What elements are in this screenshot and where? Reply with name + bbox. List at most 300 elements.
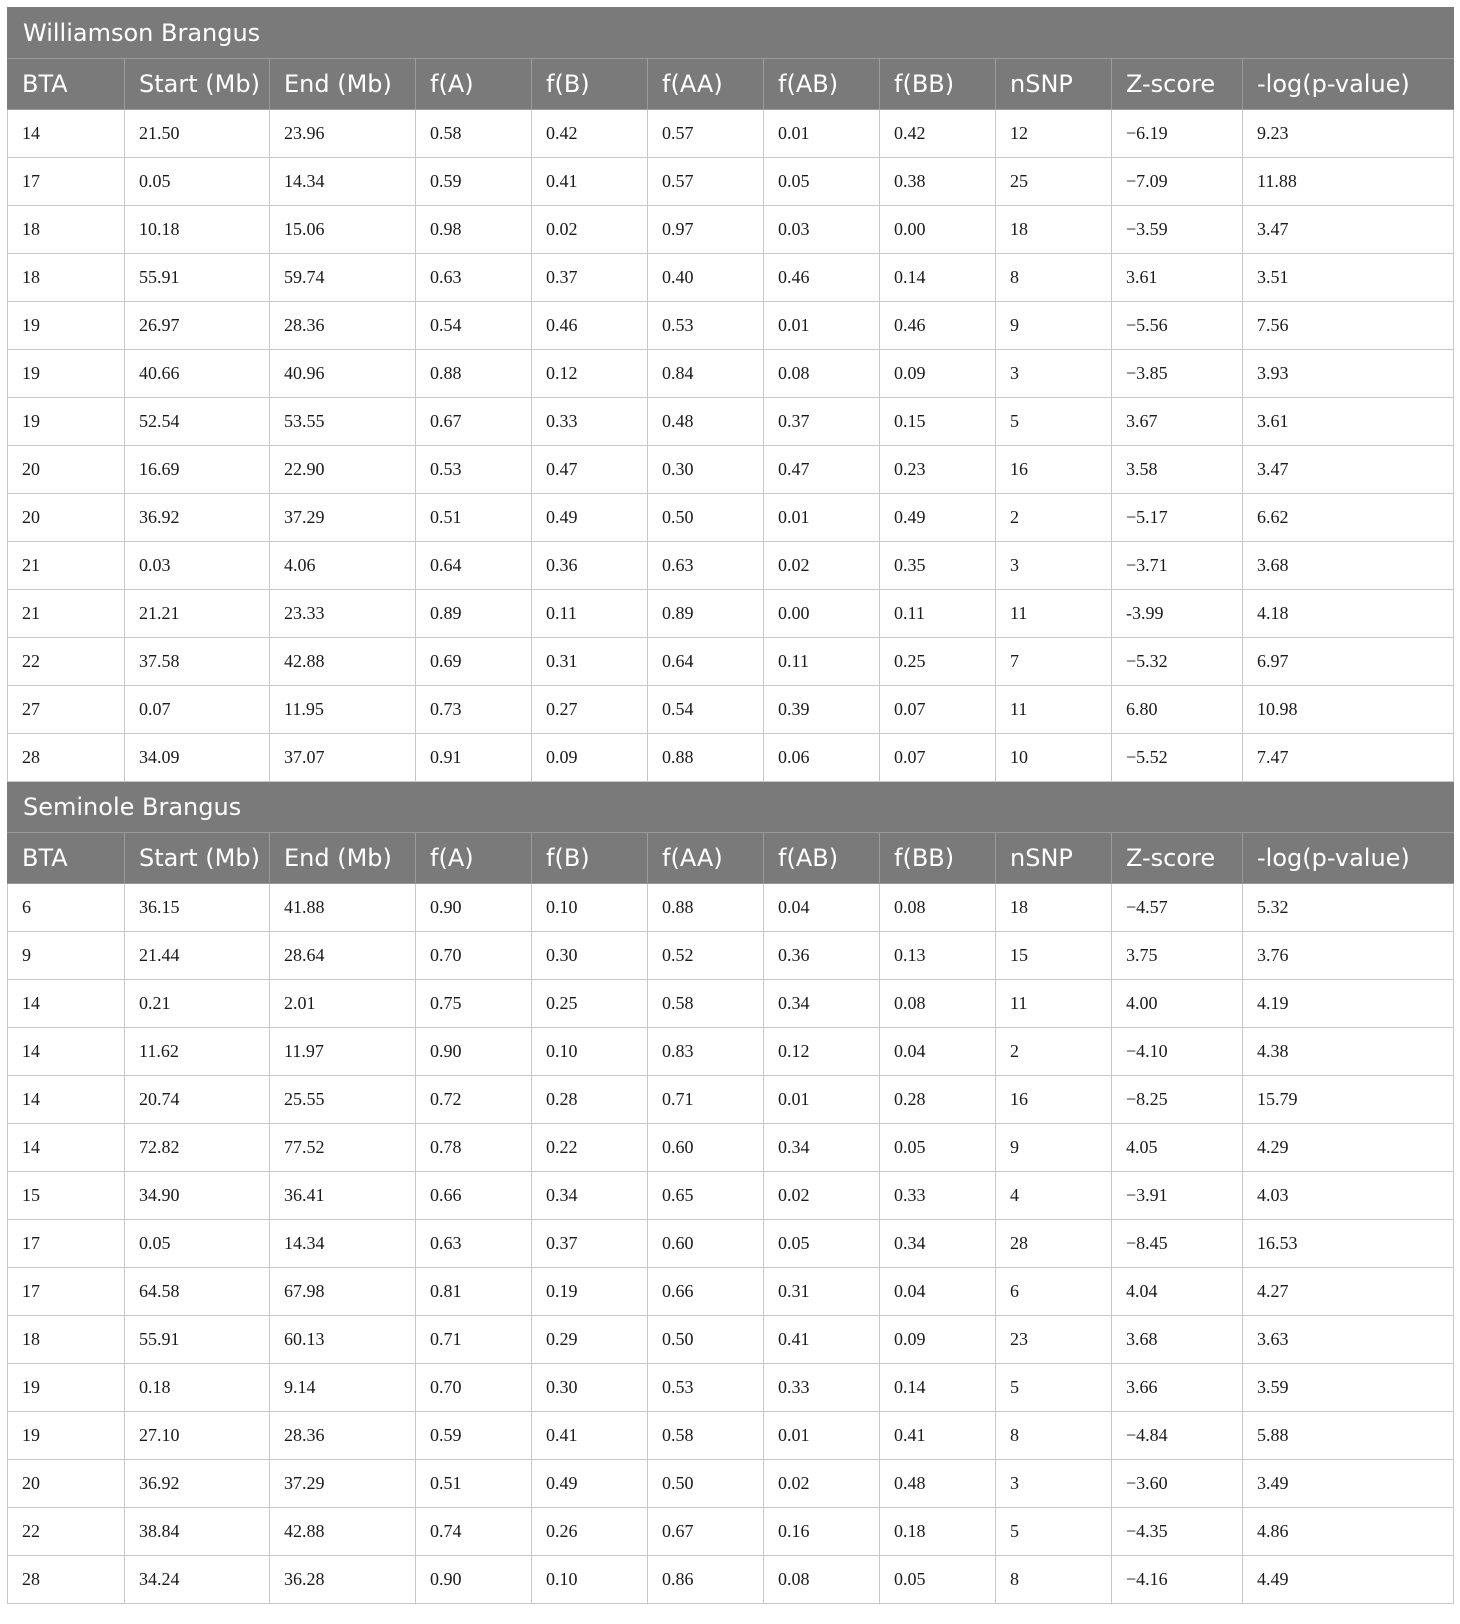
section-title: Seminole Brangus [8, 782, 1454, 833]
table-cell: 11.88 [1243, 158, 1454, 206]
table-cell: 0.02 [764, 542, 880, 590]
table-cell: 0.03 [125, 542, 270, 590]
table-cell: 5 [996, 398, 1112, 446]
table-cell: 0.41 [764, 1316, 880, 1364]
table-cell: 0.28 [532, 1076, 648, 1124]
table-cell: 0.88 [648, 884, 764, 932]
table-cell: 0.11 [764, 638, 880, 686]
table-cell: 0.07 [880, 686, 996, 734]
table-cell: 72.82 [125, 1124, 270, 1172]
table-cell: 20 [8, 1460, 125, 1508]
table-cell: 3.58 [1112, 446, 1243, 494]
table-cell: 0.28 [880, 1076, 996, 1124]
table-cell: 28 [8, 1556, 125, 1604]
table-cell: 0.10 [532, 884, 648, 932]
table-cell: 0.40 [648, 254, 764, 302]
table-cell: 9.14 [270, 1364, 416, 1412]
table-cell: 0.09 [880, 350, 996, 398]
table-cell: 19 [8, 302, 125, 350]
table-body [8, 8, 1454, 1604]
table-cell: 0.00 [880, 206, 996, 254]
table-row [8, 1028, 1454, 1076]
table-cell: 16.53 [1243, 1220, 1454, 1268]
table-cell: 0.52 [648, 932, 764, 980]
table-row [8, 542, 1454, 590]
table-cell: 0.05 [125, 158, 270, 206]
column-header: End (Mb) [270, 833, 416, 884]
table-row [8, 590, 1454, 638]
column-header: f(AB) [764, 59, 880, 110]
table-cell: 14 [8, 980, 125, 1028]
table-cell: 3.93 [1243, 350, 1454, 398]
table-cell: 6 [996, 1268, 1112, 1316]
table-cell: 23.33 [270, 590, 416, 638]
table-row [8, 1508, 1454, 1556]
table-cell: −3.91 [1112, 1172, 1243, 1220]
table-cell: 0.25 [532, 980, 648, 1028]
table-cell: 0.90 [416, 1028, 532, 1076]
table-cell: 22.90 [270, 446, 416, 494]
table-cell: 3 [996, 350, 1112, 398]
table-cell: 41.88 [270, 884, 416, 932]
column-header: f(BB) [880, 59, 996, 110]
column-header: f(B) [532, 833, 648, 884]
column-header: Z-score [1112, 833, 1243, 884]
table-cell: 37.07 [270, 734, 416, 782]
table-row [8, 884, 1454, 932]
table-cell: 0.14 [880, 1364, 996, 1412]
table-row [8, 1460, 1454, 1508]
table-cell: 42.88 [270, 1508, 416, 1556]
table-cell: 0.69 [416, 638, 532, 686]
table-cell: 0.13 [880, 932, 996, 980]
table-row [8, 1556, 1454, 1604]
table-cell: 0.48 [648, 398, 764, 446]
table-cell: 0.30 [532, 932, 648, 980]
table-cell: 0.18 [880, 1508, 996, 1556]
table-cell: 0.07 [125, 686, 270, 734]
table-row [8, 980, 1454, 1028]
table-cell: −8.45 [1112, 1220, 1243, 1268]
table-cell: 25 [996, 158, 1112, 206]
table-cell: 0.03 [764, 206, 880, 254]
table-cell: 2.01 [270, 980, 416, 1028]
table-cell: 15.06 [270, 206, 416, 254]
table-cell: 0.59 [416, 1412, 532, 1460]
column-header: f(AB) [764, 833, 880, 884]
table-cell: 0.05 [125, 1220, 270, 1268]
table-row [8, 254, 1454, 302]
table-cell: 0.51 [416, 1460, 532, 1508]
table-cell: −5.32 [1112, 638, 1243, 686]
table-cell: 0.26 [532, 1508, 648, 1556]
table-cell: 0.70 [416, 1364, 532, 1412]
table-cell: −6.19 [1112, 110, 1243, 158]
table-cell: 0.12 [764, 1028, 880, 1076]
table-cell: 0.88 [648, 734, 764, 782]
table-cell: −3.71 [1112, 542, 1243, 590]
table-cell: 60.13 [270, 1316, 416, 1364]
table-cell: 0.42 [880, 110, 996, 158]
table-cell: 36.41 [270, 1172, 416, 1220]
table-cell: 3.68 [1112, 1316, 1243, 1364]
table-cell: 4.29 [1243, 1124, 1454, 1172]
table-cell: 36.92 [125, 494, 270, 542]
table-cell: 36.28 [270, 1556, 416, 1604]
table-cell: 0.02 [764, 1172, 880, 1220]
table-cell: 0.30 [532, 1364, 648, 1412]
table-cell: 0.86 [648, 1556, 764, 1604]
table-cell: 0.10 [532, 1556, 648, 1604]
table-cell: 9 [996, 302, 1112, 350]
table-cell: 0.46 [532, 302, 648, 350]
table-cell: 0.36 [532, 542, 648, 590]
table-cell: 0.64 [416, 542, 532, 590]
table-cell: 37.29 [270, 1460, 416, 1508]
column-header: f(AA) [648, 59, 764, 110]
table-cell: 0.47 [532, 446, 648, 494]
table-cell: 4.04 [1112, 1268, 1243, 1316]
table-cell: 0.41 [532, 1412, 648, 1460]
table-cell: 4.19 [1243, 980, 1454, 1028]
table-cell: 4 [996, 1172, 1112, 1220]
table-cell: 7 [996, 638, 1112, 686]
table-cell: 34.24 [125, 1556, 270, 1604]
selection-signatures-table [7, 7, 1454, 1604]
table-cell: 4.00 [1112, 980, 1243, 1028]
table-cell: 27.10 [125, 1412, 270, 1460]
table-cell: 0.21 [125, 980, 270, 1028]
table-cell: −4.16 [1112, 1556, 1243, 1604]
table-cell: 52.54 [125, 398, 270, 446]
table-cell: −4.84 [1112, 1412, 1243, 1460]
table-cell: 21.21 [125, 590, 270, 638]
table-cell: 19 [8, 350, 125, 398]
table-cell: 0.42 [532, 110, 648, 158]
table-cell: 0.90 [416, 1556, 532, 1604]
table-cell: 4.18 [1243, 590, 1454, 638]
table-cell: 4.86 [1243, 1508, 1454, 1556]
table-cell: 0.67 [416, 398, 532, 446]
table-cell: 0.58 [648, 1412, 764, 1460]
table-cell: 3.63 [1243, 1316, 1454, 1364]
table-cell: 0.59 [416, 158, 532, 206]
table-cell: 3.47 [1243, 206, 1454, 254]
table-cell: 2 [996, 1028, 1112, 1076]
table-cell: 0.89 [416, 590, 532, 638]
table-cell: −4.10 [1112, 1028, 1243, 1076]
table-cell: 0.88 [416, 350, 532, 398]
table-cell: 0.34 [880, 1220, 996, 1268]
table-cell: −4.35 [1112, 1508, 1243, 1556]
table-cell: 0.65 [648, 1172, 764, 1220]
table-cell: 3 [996, 1460, 1112, 1508]
table-cell: 36.92 [125, 1460, 270, 1508]
table-cell: 0.11 [532, 590, 648, 638]
table-cell: 17 [8, 158, 125, 206]
table-cell: 14 [8, 1124, 125, 1172]
table-cell: 0.57 [648, 158, 764, 206]
table-cell: 14.34 [270, 158, 416, 206]
table-cell: 2 [996, 494, 1112, 542]
table-cell: 0.89 [648, 590, 764, 638]
table-cell: 0.60 [648, 1124, 764, 1172]
table-row [8, 1124, 1454, 1172]
table-cell: 3.68 [1243, 542, 1454, 590]
table-cell: 25.55 [270, 1076, 416, 1124]
table-cell: 55.91 [125, 254, 270, 302]
table-cell: 8 [996, 1556, 1112, 1604]
table-cell: 18 [8, 206, 125, 254]
column-header: f(AA) [648, 833, 764, 884]
table-cell: 0.35 [880, 542, 996, 590]
table-cell: 0.58 [648, 980, 764, 1028]
table-cell: 0.70 [416, 932, 532, 980]
table-row [8, 350, 1454, 398]
table-cell: 26.97 [125, 302, 270, 350]
table-cell: 0.08 [764, 350, 880, 398]
table-cell: 0.37 [532, 1220, 648, 1268]
table-cell: 3.47 [1243, 446, 1454, 494]
table-cell: 16 [996, 1076, 1112, 1124]
table-cell: 36.15 [125, 884, 270, 932]
column-header-row [8, 833, 1454, 884]
table-cell: 0.22 [532, 1124, 648, 1172]
column-header: f(B) [532, 59, 648, 110]
table-cell: 4.38 [1243, 1028, 1454, 1076]
table-cell: 0.25 [880, 638, 996, 686]
table-cell: 22 [8, 1508, 125, 1556]
table-cell: 20 [8, 494, 125, 542]
table-cell: 0.54 [648, 686, 764, 734]
table-cell: −4.57 [1112, 884, 1243, 932]
table-cell: 0.63 [648, 542, 764, 590]
table-cell: 16 [996, 446, 1112, 494]
table-cell: 34.09 [125, 734, 270, 782]
table-cell: 4.49 [1243, 1556, 1454, 1604]
table-cell: 0.33 [532, 398, 648, 446]
table-cell: 9.23 [1243, 110, 1454, 158]
table-cell: −5.56 [1112, 302, 1243, 350]
table-cell: 0.49 [532, 1460, 648, 1508]
table-cell: 3.61 [1243, 398, 1454, 446]
table-cell: -3.99 [1112, 590, 1243, 638]
table-cell: 0.71 [416, 1316, 532, 1364]
table-cell: 6 [8, 884, 125, 932]
table-cell: 0.50 [648, 1316, 764, 1364]
table-cell: 0.10 [532, 1028, 648, 1076]
table-cell: 0.63 [416, 1220, 532, 1268]
table-cell: 0.05 [764, 1220, 880, 1268]
table-cell: 4.06 [270, 542, 416, 590]
table-cell: 0.14 [880, 254, 996, 302]
table-row [8, 494, 1454, 542]
table-cell: −5.17 [1112, 494, 1243, 542]
table-cell: 40.66 [125, 350, 270, 398]
table-row [8, 110, 1454, 158]
table-cell: 77.52 [270, 1124, 416, 1172]
table-cell: 0.39 [764, 686, 880, 734]
table-cell: 37.58 [125, 638, 270, 686]
table-cell: 0.34 [764, 980, 880, 1028]
table-cell: 0.84 [648, 350, 764, 398]
table-cell: 0.11 [880, 590, 996, 638]
table-cell: 23 [996, 1316, 1112, 1364]
table-cell: 0.73 [416, 686, 532, 734]
table-cell: 3.75 [1112, 932, 1243, 980]
table-cell: 0.91 [416, 734, 532, 782]
table-cell: 0.51 [416, 494, 532, 542]
column-header: Z-score [1112, 59, 1243, 110]
table-cell: 0.27 [532, 686, 648, 734]
table-cell: −3.85 [1112, 350, 1243, 398]
table-cell: 0.60 [648, 1220, 764, 1268]
table-row [8, 398, 1454, 446]
table-cell: 0.78 [416, 1124, 532, 1172]
table-row [8, 1268, 1454, 1316]
table-cell: 21 [8, 590, 125, 638]
table-cell: 11 [996, 980, 1112, 1028]
data-table-container [7, 7, 1453, 1604]
section-title-row [8, 782, 1454, 833]
table-cell: 17 [8, 1220, 125, 1268]
table-cell: 0.74 [416, 1508, 532, 1556]
table-cell: 28.36 [270, 1412, 416, 1460]
table-cell: 12 [996, 110, 1112, 158]
column-header: BTA [8, 833, 125, 884]
table-cell: 0.66 [648, 1268, 764, 1316]
table-cell: 0.05 [764, 158, 880, 206]
table-cell: 34.90 [125, 1172, 270, 1220]
table-cell: 37.29 [270, 494, 416, 542]
table-cell: 11.95 [270, 686, 416, 734]
table-cell: −8.25 [1112, 1076, 1243, 1124]
table-cell: 0.63 [416, 254, 532, 302]
table-cell: 0.36 [764, 932, 880, 980]
table-cell: 22 [8, 638, 125, 686]
table-cell: 0.38 [880, 158, 996, 206]
table-cell: 4.05 [1112, 1124, 1243, 1172]
column-header: Start (Mb) [125, 833, 270, 884]
table-cell: 0.58 [416, 110, 532, 158]
table-cell: 14.34 [270, 1220, 416, 1268]
column-header: Start (Mb) [125, 59, 270, 110]
table-cell: 0.53 [416, 446, 532, 494]
table-cell: 38.84 [125, 1508, 270, 1556]
table-cell: 15.79 [1243, 1076, 1454, 1124]
table-cell: 9 [996, 1124, 1112, 1172]
table-cell: 28.64 [270, 932, 416, 980]
table-cell: 0.01 [764, 1076, 880, 1124]
table-cell: 0.98 [416, 206, 532, 254]
table-cell: 0.01 [764, 494, 880, 542]
column-header: -log(p-value) [1243, 59, 1454, 110]
table-row [8, 446, 1454, 494]
table-row [8, 638, 1454, 686]
table-cell: 0.15 [880, 398, 996, 446]
table-cell: 0.37 [532, 254, 648, 302]
table-cell: 0.30 [648, 446, 764, 494]
table-cell: 0.46 [880, 302, 996, 350]
table-cell: 6.80 [1112, 686, 1243, 734]
table-cell: 3.66 [1112, 1364, 1243, 1412]
table-cell: −5.52 [1112, 734, 1243, 782]
table-cell: 28 [8, 734, 125, 782]
table-cell: 0.04 [880, 1028, 996, 1076]
table-cell: 0.04 [764, 884, 880, 932]
table-cell: 0.54 [416, 302, 532, 350]
table-cell: 14 [8, 1076, 125, 1124]
table-cell: 0.12 [532, 350, 648, 398]
table-cell: 0.09 [532, 734, 648, 782]
table-cell: 0.83 [648, 1028, 764, 1076]
table-cell: 21.44 [125, 932, 270, 980]
table-cell: 11 [996, 590, 1112, 638]
table-cell: 0.33 [880, 1172, 996, 1220]
table-row [8, 1316, 1454, 1364]
table-row [8, 932, 1454, 980]
table-row [8, 302, 1454, 350]
column-header: f(BB) [880, 833, 996, 884]
table-cell: 0.71 [648, 1076, 764, 1124]
table-cell: 0.50 [648, 494, 764, 542]
table-cell: 0.06 [764, 734, 880, 782]
table-cell: 9 [8, 932, 125, 980]
table-cell: 0.53 [648, 302, 764, 350]
table-cell: 16.69 [125, 446, 270, 494]
table-cell: −7.09 [1112, 158, 1243, 206]
table-cell: 0.97 [648, 206, 764, 254]
table-cell: 40.96 [270, 350, 416, 398]
table-cell: 3.67 [1112, 398, 1243, 446]
table-cell: 0.09 [880, 1316, 996, 1364]
table-cell: 0.16 [764, 1508, 880, 1556]
table-cell: 0.05 [880, 1556, 996, 1604]
table-cell: 59.74 [270, 254, 416, 302]
table-cell: −3.59 [1112, 206, 1243, 254]
table-cell: 0.23 [880, 446, 996, 494]
table-cell: 0.66 [416, 1172, 532, 1220]
table-cell: 3 [996, 542, 1112, 590]
table-cell: 0.18 [125, 1364, 270, 1412]
table-cell: 0.64 [648, 638, 764, 686]
table-cell: 0.81 [416, 1268, 532, 1316]
table-cell: 0.37 [764, 398, 880, 446]
column-header: f(A) [416, 833, 532, 884]
column-header: nSNP [996, 59, 1112, 110]
table-cell: 6.97 [1243, 638, 1454, 686]
table-cell: 7.47 [1243, 734, 1454, 782]
table-row [8, 686, 1454, 734]
table-cell: 0.53 [648, 1364, 764, 1412]
table-cell: 0.08 [880, 884, 996, 932]
table-cell: 3.59 [1243, 1364, 1454, 1412]
table-cell: 5 [996, 1508, 1112, 1556]
table-cell: 15 [996, 932, 1112, 980]
table-cell: 21 [8, 542, 125, 590]
table-cell: 0.07 [880, 734, 996, 782]
column-header: BTA [8, 59, 125, 110]
table-row [8, 1172, 1454, 1220]
table-row [8, 1364, 1454, 1412]
table-cell: 0.31 [532, 638, 648, 686]
table-cell: 18 [996, 206, 1112, 254]
table-cell: 0.02 [764, 1460, 880, 1508]
table-cell: 0.02 [532, 206, 648, 254]
table-cell: 21.50 [125, 110, 270, 158]
table-cell: 53.55 [270, 398, 416, 446]
table-cell: 19 [8, 398, 125, 446]
